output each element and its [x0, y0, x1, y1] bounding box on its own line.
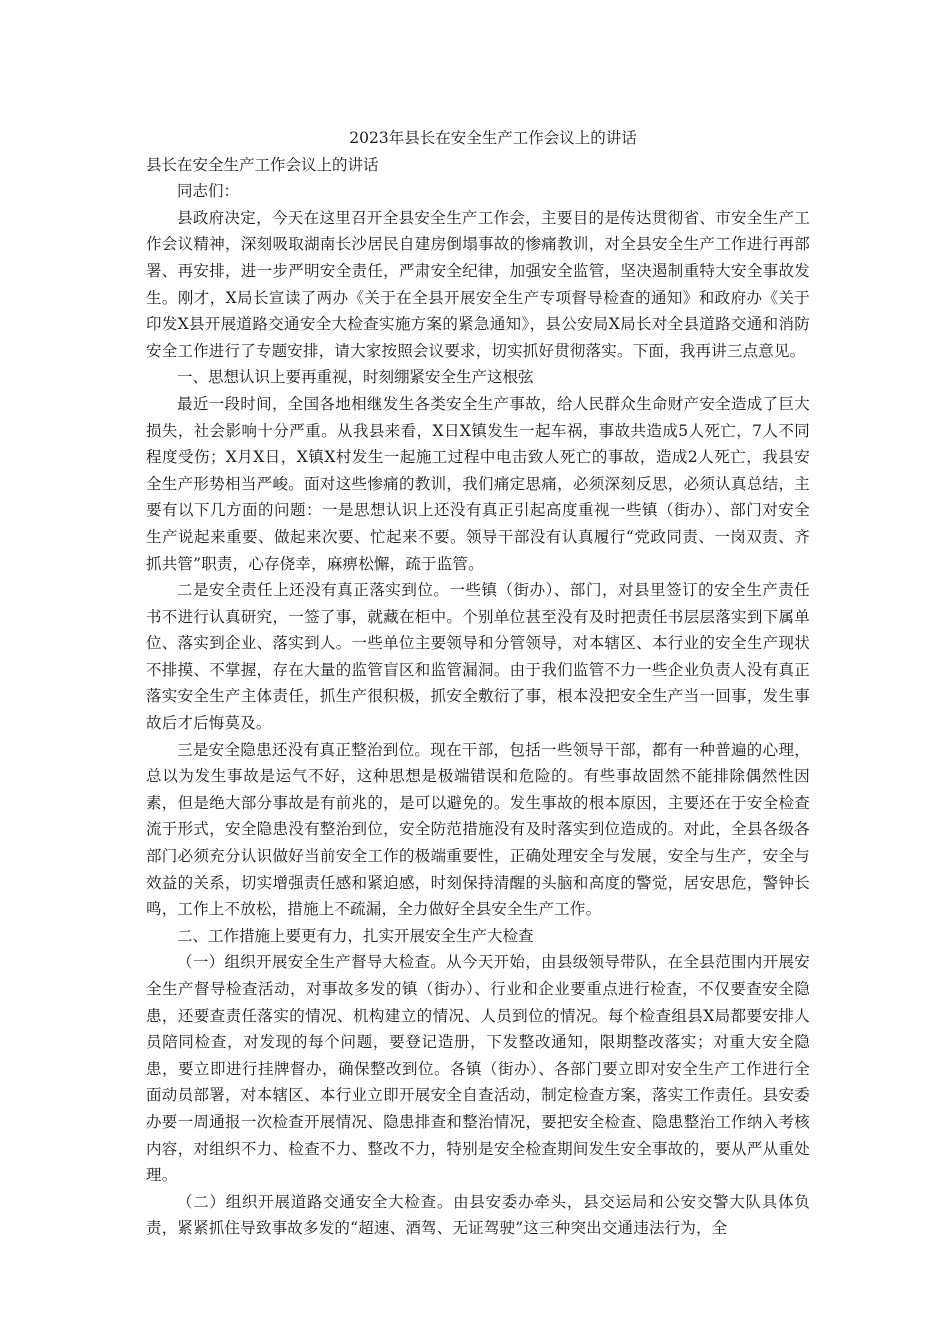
paragraph-recent-accidents: 最近一段时间，全国各地相继发生各类安全生产事故，给人民群众生命财产安全造成了巨大损失，社会影响十分严重。从我县来看，X日X镇发生一起车祸，事故共造成5人死亡，7人不同程度受伤；X月X日，X镇X村发生一起施工过程中电击致人死亡的事故，造成2人死亡，我县安全生产形势相当严峻。面对这些惨痛的教训，我们痛定思痛，必须深刻反思，必须认真总结，主要有以下几方面的问题：一是思想认识上还没有真正引起高度重视一些镇（街办）、部门对安全生产说起来重要、做起来次要、忙起来不要。领导干部没有认真履行“党政同责、一岗双责、齐抓共管”职责，心存侥幸，麻痹松懈，疏于监管。: [146, 394, 810, 573]
paragraph-inspection-1: （一）组织开展安全生产督导大检查。从今天开始，由县级领导带队，在全县范围内开展安全生产督导检查活动，对事故多发的镇（街办）、行业和企业要重点进行检查，不仅要查安全隐患，还要查责任落实的情况、机构建立的情况、人员到位的情况。每个检查组县X局都要安排人员陪同检查，对发现的每个问题，要登记造册，下发整改通知，限期整改落实；对重大安全隐患，要立即进行挂牌督办，确保整改到位。各镇（街办）、各部门要立即对安全生产工作进行全面动员部署，对本辖区、本行业立即开展安全自查活动，制定检查方案，落实工作责任。县安委办要一周通报一次检查开展情况、隐患排查和整治情况，要把安全检查、隐患整治工作纳入考核内容，对组织不力、检查不力、整改不力，特别是安全检查期间发生安全事故的，要从严从重处理。: [146, 953, 810, 1185]
salutation: 同志们：: [177, 182, 240, 201]
paragraph-intro: 县政府决定，今天在这里召开全县安全生产工作会，主要目的是传达贯彻省、市安全生产工作会议精神，深刻吸取湖南长沙居民自建房倒塌事故的惨痛教训，对全县安全生产工作进行再部署、再安排，进一步严明安全责任，严肃安全纪律，加强安全监管，坚决遏制重特大安全事故发生。刚才，X局长宣读了两办《关于在全县开展安全生产专项督导检查的通知》和政府办《关于印发X县开展道路交通安全大检查实施方案的紧急通知》，县公安局X局长对全县道路交通和消防安全工作进行了专题安排，请大家按照会议要求，切实抓好贯彻落实。下面，我再讲三点意见。: [146, 208, 810, 360]
document-title: 2023年县长在安全生产工作会议上的讲话: [349, 129, 637, 147]
document-subtitle: 县长在安全生产工作会议上的讲话: [146, 155, 379, 174]
section-heading-1: 一、思想认识上要再重视，时刻绷紧安全生产这根弦: [177, 368, 534, 387]
paragraph-inspection-2: （二）组织开展道路交通安全大检查。由县安委办牵头，县交运局和公安交警大队具体负责，紧紧抓住导致事故多发的“超速、酒驾、无证驾驶”这三种突出交通违法行为，全: [146, 1192, 810, 1238]
paragraph-responsibility: 二是安全责任上还没有真正落实到位。一些镇（街办）、部门，对县里签订的安全生产责任书不进行认真研究，一签了事，就藏在柜中。个别单位甚至没有及时把责任书层层落实到下属单位、落实到企业、落实到人。一些单位主要领导和分管领导，对本辖区、本行业的安全生产现状不排摸、不掌握，存在大量的监管盲区和监管漏洞。由于我们监管不力一些企业负责人没有真正落实安全生产主体责任，抓生产很积极，抓安全敷衍了事，根本没把安全生产当一回事，发生事故后才后悔莫及。: [146, 581, 810, 733]
paragraph-hazards: 三是安全隐患还没有真正整治到位。现在干部，包括一些领导干部，都有一种普遍的心理，总以为发生事故是运气不好，这种思想是极端错误和危险的。有些事故固然不能排除偶然性因素，但是绝大部分事故是有前兆的，是可以避免的。发生事故的根本原因，主要还在于安全检查流于形式，安全隐患没有整治到位，安全防范措施没有及时落实到位造成的。对此，全县各级各部门必须充分认识做好当前安全工作的极端重要性，正确处理安全与发展，安全与生产，安全与效益的关系，切实增强责任感和紧迫感，时刻保持清醒的头脑和高度的警觉，居安思危，警钟长鸣，工作上不放松，措施上不疏漏，全力做好全县安全生产工作。: [146, 740, 810, 919]
section-heading-2: 二、工作措施上要更有力，扎实开展安全生产大检查: [177, 926, 534, 945]
document-page: [146, 125, 810, 1242]
